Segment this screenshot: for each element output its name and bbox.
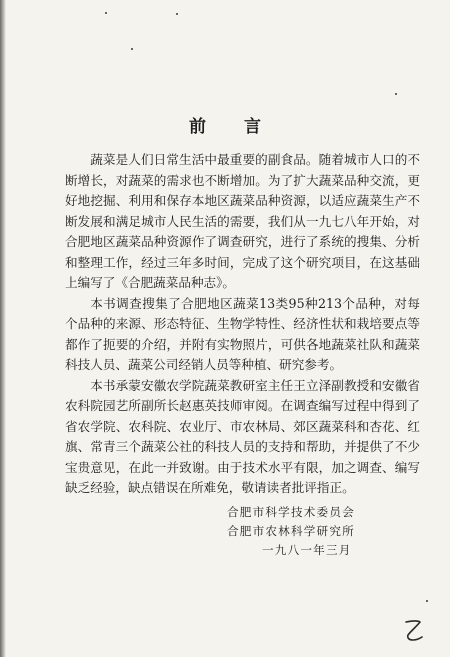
preface-paragraph-1: 蔬菜是人们日常生活中最重要的副食品。随着城市人口的不断增长，对蔬菜的需求也不断增加。为了扩大蔬菜品种交流，更好地挖掘、利用和保存本地区蔬菜品种资源，以适应蔬菜生产不断发展和满足城市人民生活的需要，我们从一九七八年开始，对合肥地区蔬菜品种资源作了调查研究，进行了系统的搜集、分析和整理工作，经过三年多时间，完成了这个研究项目，在这基础上编写了《合肥蔬菜品种志》。	[65, 152, 420, 290]
signature-org-1: 合肥市科学技术委员会	[227, 505, 355, 519]
dust-speck	[105, 12, 107, 14]
signature-date: 一九八一年三月	[262, 543, 352, 557]
dust-speck	[176, 13, 178, 15]
dust-speck	[426, 600, 428, 602]
preface-body	[65, 150, 420, 499]
preface-paragraph-3: 本书承蒙安徽农学院蔬菜教研室主任王立泽副教授和安徽省农科院园艺所副所长赵惠英技师审阅。在调查编写过程中得到了省农学院、农科院、农业厅、市农林局、郊区蔬菜科和杏花、红旗、常青三个蔬菜公社的科技人员的支持和帮助，并提供了不少宝贵意见，在此一并致谢。由于技术水平有限，加之调查、编写缺乏经验，缺点错误在所难免，敬请读者批评指正。	[65, 377, 420, 495]
preface-paragraph-2: 本书调查搜集了合肥地区蔬菜13类95种213个品种，对每个品种的来源、形态特征、生物学特性、经济性状和栽培要点等都作了扼要的介绍，并附有实物照片，可供各地蔬菜社队和蔬菜科技人员、蔬菜公司经销人员等种植、研究参考。	[65, 295, 420, 372]
signature-block	[0, 503, 450, 560]
page-title: 前 言	[189, 117, 277, 137]
dust-speck	[131, 48, 133, 50]
signature-org-2: 合肥市农林科学研究所	[227, 524, 355, 538]
handwritten-page-mark	[402, 618, 424, 644]
dust-speck	[395, 93, 397, 95]
